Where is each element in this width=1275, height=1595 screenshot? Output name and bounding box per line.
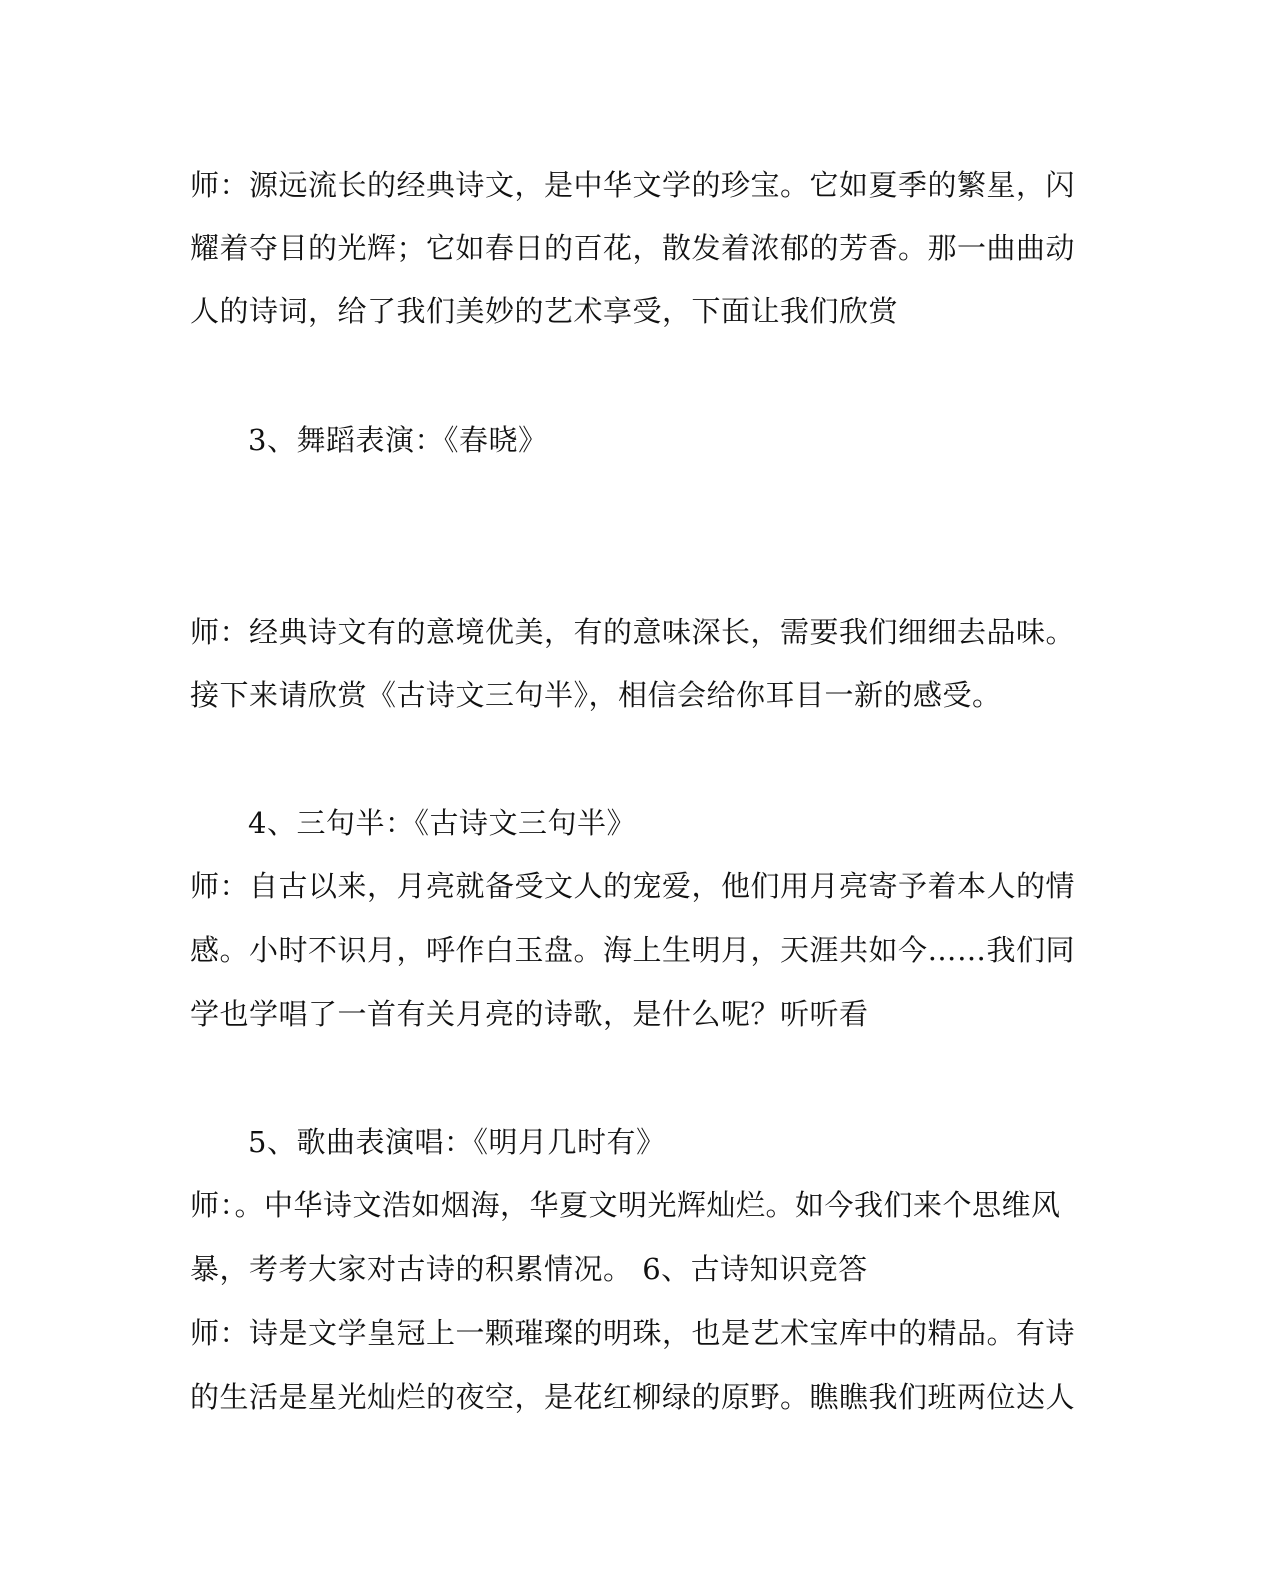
paragraph-line: 暴，考考大家对古诗的积累情况。 6、古诗知识竞答 — [190, 1252, 868, 1286]
paragraph-line: 师：诗是文学皇冠上一颗璀璨的明珠，也是艺术宝库中的精品。有诗 — [190, 1316, 1076, 1350]
program-item-heading: 3、舞蹈表演：《春晓》 — [248, 423, 548, 457]
paragraph-line: 接下来请欣赏《古诗文三句半》，相信会给你耳目一新的感受。 — [190, 678, 1002, 712]
paragraph-line: 学也学唱了一首有关月亮的诗歌，是什么呢？听听看 — [190, 997, 869, 1031]
program-item-heading: 5、歌曲表演唱：《明月几时有》 — [248, 1125, 666, 1159]
paragraph-line: 人的诗词，给了我们美妙的艺术享受，下面让我们欣赏 — [190, 294, 899, 328]
paragraph-line: 师：。中华诗文浩如烟海，华夏文明光辉灿烂。如今我们来个思维风 — [190, 1188, 1061, 1222]
paragraph-line: 师：源远流长的经典诗文，是中华文学的珍宝。它如夏季的繁星，闪 — [190, 168, 1076, 202]
paragraph-line: 的生活是星光灿烂的夜空，是花红柳绿的原野。瞧瞧我们班两位达人 — [190, 1380, 1076, 1414]
paragraph-line: 感。小时不识月，呼作白玉盘。海上生明月，天涯共如今……我们同 — [190, 933, 1076, 967]
paragraph-line: 耀着夺目的光辉；它如春日的百花，散发着浓郁的芳香。那一曲曲动 — [190, 231, 1076, 265]
program-item-heading: 4、三句半：《古诗文三句半》 — [248, 806, 636, 840]
paragraph-line: 师：经典诗文有的意境优美，有的意味深长，需要我们细细去品味。 — [190, 615, 1076, 649]
paragraph-line: 师：自古以来，月亮就备受文人的宠爱，他们用月亮寄予着本人的情 — [190, 869, 1076, 903]
